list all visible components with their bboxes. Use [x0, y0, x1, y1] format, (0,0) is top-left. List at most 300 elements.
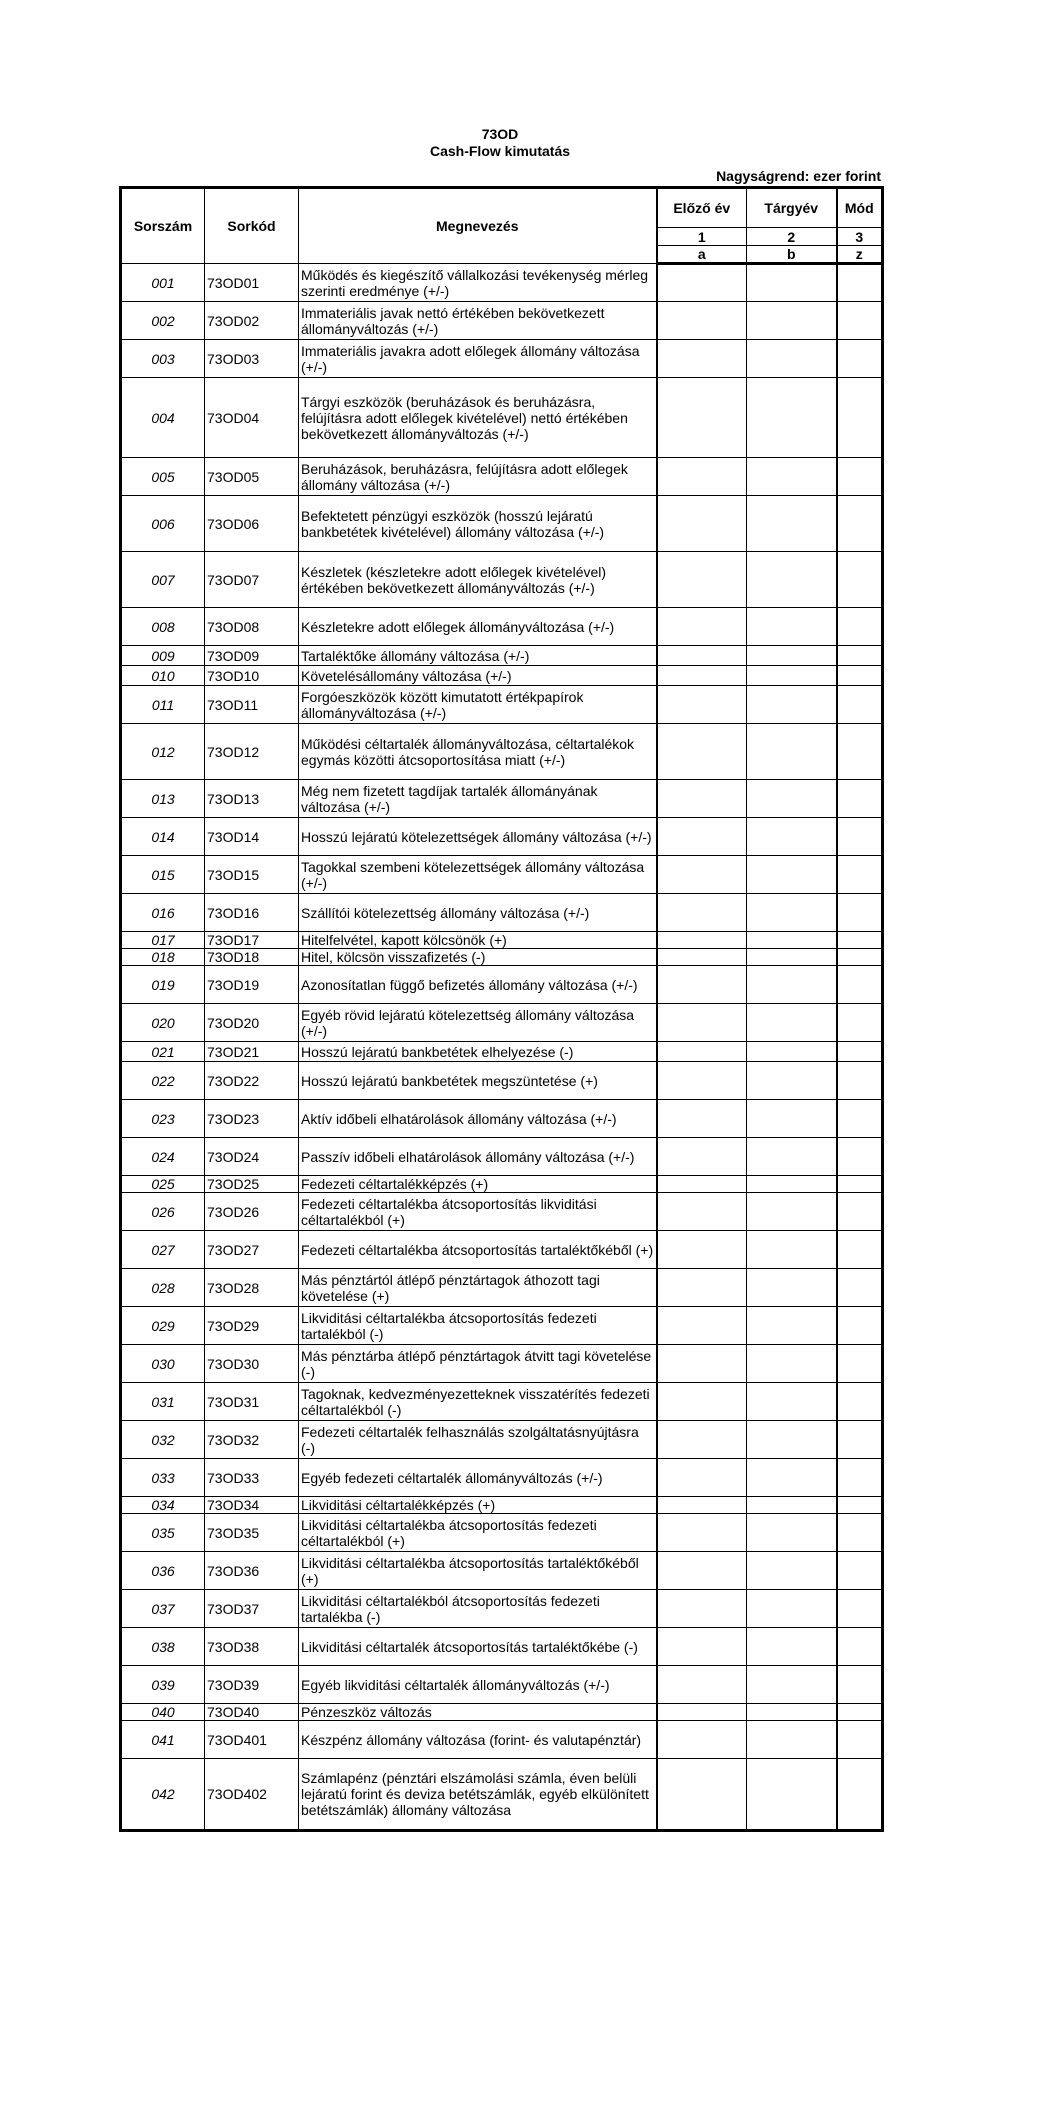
value-current-year-cell[interactable]: [747, 1176, 837, 1193]
value-prev-year-cell[interactable]: [657, 949, 747, 966]
value-current-year-cell[interactable]: [747, 264, 837, 302]
value-current-year-cell[interactable]: [747, 1100, 837, 1138]
row-code: 73OD05: [205, 458, 299, 496]
value-mod-cell[interactable]: [837, 340, 883, 378]
value-current-year-cell[interactable]: [747, 1628, 837, 1666]
value-prev-year-cell[interactable]: [657, 818, 747, 856]
table-row: [121, 932, 883, 949]
row-number: 028: [121, 1269, 205, 1307]
row-code: 73OD28: [205, 1269, 299, 1307]
row-name: Immateriális javak nettó értékében bekövetkezett állományváltozás (+/-): [299, 302, 657, 340]
row-number: 014: [121, 818, 205, 856]
row-name: Likviditási céltartalékba átcsoportosítás tartaléktőkéből (+): [299, 1552, 657, 1590]
table-row: [121, 1193, 883, 1231]
row-number: 032: [121, 1421, 205, 1459]
row-number: 020: [121, 1004, 205, 1042]
row-name: Egyéb rövid lejáratú kötelezettség állomány változása (+/-): [299, 1004, 657, 1042]
row-number: 001: [121, 264, 205, 302]
row-name: Készletek (készletekre adott előlegek kivételével) értékében bekövetkezett állományváltozás (+/-): [299, 552, 657, 608]
row-number: 023: [121, 1100, 205, 1138]
table-row: [121, 1269, 883, 1307]
value-mod-cell[interactable]: [837, 1514, 883, 1552]
value-current-year-cell[interactable]: [747, 1497, 837, 1514]
row-number: 006: [121, 496, 205, 552]
row-name: Tagokkal szembeni kötelezettségek állomány változása (+/-): [299, 856, 657, 894]
table-row: [121, 1721, 883, 1759]
table-row: [121, 646, 883, 666]
row-name: Egyéb fedezeti céltartalék állományváltozás (+/-): [299, 1459, 657, 1497]
value-prev-year-cell[interactable]: [657, 894, 747, 932]
table-row: [121, 378, 883, 458]
value-prev-year-cell[interactable]: [657, 552, 747, 608]
row-number: 025: [121, 1176, 205, 1193]
value-mod-cell[interactable]: [837, 1004, 883, 1042]
row-number: 038: [121, 1628, 205, 1666]
row-number: 027: [121, 1231, 205, 1269]
value-current-year-cell[interactable]: [747, 608, 837, 646]
row-code: 73OD21: [205, 1042, 299, 1062]
row-number: 040: [121, 1704, 205, 1721]
row-name: Hosszú lejáratú bankbetétek elhelyezése (-): [299, 1042, 657, 1062]
row-code: 73OD23: [205, 1100, 299, 1138]
row-name: Fedezeti céltartalékképzés (+): [299, 1176, 657, 1193]
row-code: 73OD12: [205, 724, 299, 780]
table-row: [121, 966, 883, 1004]
table-row: [121, 496, 883, 552]
row-code: 73OD01: [205, 264, 299, 302]
value-mod-cell[interactable]: [837, 1345, 883, 1383]
row-code: 73OD11: [205, 686, 299, 724]
table-row: [121, 340, 883, 378]
row-name: Működés és kiegészítő vállalkozási tevékenység mérleg szerinti eredménye (+/-): [299, 264, 657, 302]
row-code: 73OD17: [205, 932, 299, 949]
row-code: 73OD18: [205, 949, 299, 966]
table-row: [121, 1590, 883, 1628]
cash-flow-table: [119, 186, 884, 1832]
row-number: 016: [121, 894, 205, 932]
row-code: 73OD16: [205, 894, 299, 932]
value-mod-cell[interactable]: [837, 1459, 883, 1497]
report-title: [0, 126, 1000, 160]
row-number: 021: [121, 1042, 205, 1062]
value-mod-cell[interactable]: [837, 378, 883, 458]
table-row: [121, 1042, 883, 1062]
row-number: 012: [121, 724, 205, 780]
row-name: Tagoknak, kedvezményezetteknek visszatérítés fedezeti céltartalékból (-): [299, 1383, 657, 1421]
row-number: 039: [121, 1666, 205, 1704]
row-code: 73OD38: [205, 1628, 299, 1666]
row-number: 035: [121, 1514, 205, 1552]
table-row: [121, 1383, 883, 1421]
value-mod-cell[interactable]: [837, 1138, 883, 1176]
row-code: 73OD25: [205, 1176, 299, 1193]
value-prev-year-cell[interactable]: [657, 1421, 747, 1459]
value-prev-year-cell[interactable]: [657, 1552, 747, 1590]
table-row: [121, 1176, 883, 1193]
value-current-year-cell[interactable]: [747, 1590, 837, 1628]
value-mod-cell[interactable]: [837, 1590, 883, 1628]
report-code: 73OD: [481, 126, 519, 142]
row-name: Még nem fizetett tagdíjak tartalék állományának változása (+/-): [299, 780, 657, 818]
value-prev-year-cell[interactable]: [657, 932, 747, 949]
row-number: 024: [121, 1138, 205, 1176]
value-prev-year-cell[interactable]: [657, 340, 747, 378]
row-name: Tárgyi eszközök (beruházások és beruházásra, felújításra adott előlegek kivételével) nettó értékében bekövetkezett állományváltozás (+/-): [299, 378, 657, 458]
value-prev-year-cell[interactable]: [657, 1100, 747, 1138]
value-mod-cell[interactable]: [837, 1759, 883, 1831]
table-row: [121, 1514, 883, 1552]
table-row: [121, 458, 883, 496]
value-mod-cell[interactable]: [837, 686, 883, 724]
value-mod-cell[interactable]: [837, 608, 883, 646]
table-row: [121, 552, 883, 608]
report-name: Cash-Flow kimutatás: [429, 143, 571, 159]
row-code: 73OD37: [205, 1590, 299, 1628]
row-name: Számlapénz (pénztári elszámolási számla, éven belüli lejáratú forint és deviza betétszámlák, egyéb elkülönített betétszámlák) állomány változása: [299, 1759, 657, 1831]
row-name: Likviditási céltartalékba átcsoportosítás fedezeti tartalékból (-): [299, 1307, 657, 1345]
value-current-year-cell[interactable]: [747, 1193, 837, 1231]
value-current-year-cell[interactable]: [747, 1421, 837, 1459]
value-current-year-cell[interactable]: [747, 1666, 837, 1704]
value-mod-cell[interactable]: [837, 949, 883, 966]
row-code: 73OD14: [205, 818, 299, 856]
row-name: Fedezeti céltartalék felhasználás szolgáltatásnyújtásra (-): [299, 1421, 657, 1459]
value-current-year-cell[interactable]: [747, 496, 837, 552]
value-prev-year-cell[interactable]: [657, 378, 747, 458]
value-current-year-cell[interactable]: [747, 1552, 837, 1590]
table-row: [121, 1666, 883, 1704]
row-name: Hosszú lejáratú kötelezettségek állomány változása (+/-): [299, 818, 657, 856]
value-current-year-cell[interactable]: [747, 666, 837, 686]
row-code: 73OD20: [205, 1004, 299, 1042]
value-prev-year-cell[interactable]: [657, 302, 747, 340]
row-name: Készpénz állomány változása (forint- és valutapénztár): [299, 1721, 657, 1759]
row-number: 005: [121, 458, 205, 496]
value-current-year-cell[interactable]: [747, 949, 837, 966]
value-mod-cell[interactable]: [837, 1176, 883, 1193]
row-number: 010: [121, 666, 205, 686]
row-code: 73OD30: [205, 1345, 299, 1383]
value-mod-cell[interactable]: [837, 1666, 883, 1704]
value-current-year-cell[interactable]: [747, 780, 837, 818]
value-mod-cell[interactable]: [837, 666, 883, 686]
value-prev-year-cell[interactable]: [657, 666, 747, 686]
value-current-year-cell[interactable]: [747, 1514, 837, 1552]
row-code: 73OD35: [205, 1514, 299, 1552]
value-current-year-cell[interactable]: [747, 378, 837, 458]
value-current-year-cell[interactable]: [747, 340, 837, 378]
row-number: 009: [121, 646, 205, 666]
row-code: 73OD08: [205, 608, 299, 646]
table-row: [121, 1345, 883, 1383]
row-code: 73OD03: [205, 340, 299, 378]
value-mod-cell[interactable]: [837, 1100, 883, 1138]
row-number: 013: [121, 780, 205, 818]
row-name: Követelésállomány változása (+/-): [299, 666, 657, 686]
value-prev-year-cell[interactable]: [657, 856, 747, 894]
value-prev-year-cell[interactable]: [657, 264, 747, 302]
row-code: 73OD24: [205, 1138, 299, 1176]
table-row: [121, 1704, 883, 1721]
col-number-1: 1: [657, 228, 747, 246]
value-current-year-cell[interactable]: [747, 1759, 837, 1831]
value-mod-cell[interactable]: [837, 724, 883, 780]
value-prev-year-cell[interactable]: [657, 1497, 747, 1514]
row-name: Szállítói kötelezettség állomány változása (+/-): [299, 894, 657, 932]
table-row: [121, 666, 883, 686]
row-code: 73OD06: [205, 496, 299, 552]
table-row: [121, 1459, 883, 1497]
value-current-year-cell[interactable]: [747, 932, 837, 949]
value-current-year-cell[interactable]: [747, 302, 837, 340]
magnitude-label: Nagyságrend: ezer forint: [716, 168, 881, 184]
value-current-year-cell[interactable]: [747, 1138, 837, 1176]
value-mod-cell[interactable]: [837, 458, 883, 496]
value-mod-cell[interactable]: [837, 1231, 883, 1269]
table-row: [121, 1628, 883, 1666]
value-mod-cell[interactable]: [837, 1307, 883, 1345]
value-current-year-cell[interactable]: [747, 856, 837, 894]
row-code: 73OD04: [205, 378, 299, 458]
value-mod-cell[interactable]: [837, 932, 883, 949]
row-name: Likviditási céltartalékképzés (+): [299, 1497, 657, 1514]
table-row: [121, 686, 883, 724]
value-current-year-cell[interactable]: [747, 646, 837, 666]
row-name: Forgóeszközök között kimutatott értékpapírok állományváltozása (+/-): [299, 686, 657, 724]
row-number: 026: [121, 1193, 205, 1231]
value-current-year-cell[interactable]: [747, 1383, 837, 1421]
row-code: 73OD22: [205, 1062, 299, 1100]
col-header-mod: Mód: [837, 188, 883, 228]
table-row: [121, 1062, 883, 1100]
value-prev-year-cell[interactable]: [657, 1042, 747, 1062]
col-letter-b: b: [747, 246, 837, 264]
row-code: 73OD10: [205, 666, 299, 686]
table-row: [121, 1004, 883, 1042]
value-prev-year-cell[interactable]: [657, 1307, 747, 1345]
row-number: 015: [121, 856, 205, 894]
value-prev-year-cell[interactable]: [657, 608, 747, 646]
row-number: 036: [121, 1552, 205, 1590]
row-code: 73OD26: [205, 1193, 299, 1231]
value-mod-cell[interactable]: [837, 856, 883, 894]
value-mod-cell[interactable]: [837, 1383, 883, 1421]
row-name: Más pénztártól átlépő pénztártagok áthozott tagi követelése (+): [299, 1269, 657, 1307]
value-mod-cell[interactable]: [837, 646, 883, 666]
row-number: 017: [121, 932, 205, 949]
value-prev-year-cell[interactable]: [657, 1193, 747, 1231]
table-row: [121, 949, 883, 966]
value-prev-year-cell[interactable]: [657, 1459, 747, 1497]
value-prev-year-cell[interactable]: [657, 1704, 747, 1721]
value-mod-cell[interactable]: [837, 818, 883, 856]
value-mod-cell[interactable]: [837, 780, 883, 818]
row-name: Beruházások, beruházásra, felújításra adott előlegek állomány változása (+/-): [299, 458, 657, 496]
row-code: 73OD401: [205, 1721, 299, 1759]
value-current-year-cell[interactable]: [747, 1062, 837, 1100]
row-code: 73OD13: [205, 780, 299, 818]
value-mod-cell[interactable]: [837, 302, 883, 340]
value-mod-cell[interactable]: [837, 1421, 883, 1459]
row-name: Pénzeszköz változás: [299, 1704, 657, 1721]
value-current-year-cell[interactable]: [747, 1345, 837, 1383]
row-code: 73OD40: [205, 1704, 299, 1721]
table-row: [121, 1231, 883, 1269]
value-mod-cell[interactable]: [837, 1269, 883, 1307]
value-current-year-cell[interactable]: [747, 552, 837, 608]
row-number: 034: [121, 1497, 205, 1514]
table-row: [121, 1100, 883, 1138]
value-mod-cell[interactable]: [837, 496, 883, 552]
value-prev-year-cell[interactable]: [657, 458, 747, 496]
row-number: 002: [121, 302, 205, 340]
row-code: 73OD27: [205, 1231, 299, 1269]
row-code: 73OD36: [205, 1552, 299, 1590]
value-prev-year-cell[interactable]: [657, 1628, 747, 1666]
table-row: [121, 724, 883, 780]
row-name: Likviditási céltartalék átcsoportosítás tartaléktőkébe (-): [299, 1628, 657, 1666]
table-row: [121, 1138, 883, 1176]
value-prev-year-cell[interactable]: [657, 1759, 747, 1831]
row-code: 73OD31: [205, 1383, 299, 1421]
table-row: [121, 1552, 883, 1590]
value-current-year-cell[interactable]: [747, 818, 837, 856]
value-prev-year-cell[interactable]: [657, 1383, 747, 1421]
table-row: [121, 264, 883, 302]
col-header-megnevezes: Megnevezés: [299, 188, 657, 264]
col-header-sorszam: Sorszám: [121, 188, 205, 264]
value-current-year-cell[interactable]: [747, 686, 837, 724]
row-number: 033: [121, 1459, 205, 1497]
value-mod-cell[interactable]: [837, 1704, 883, 1721]
table-row: [121, 1497, 883, 1514]
value-mod-cell[interactable]: [837, 1497, 883, 1514]
value-current-year-cell[interactable]: [747, 894, 837, 932]
value-current-year-cell[interactable]: [747, 1004, 837, 1042]
col-letter-z: z: [837, 246, 883, 264]
value-prev-year-cell[interactable]: [657, 496, 747, 552]
value-mod-cell[interactable]: [837, 264, 883, 302]
table-row: [121, 1307, 883, 1345]
value-mod-cell[interactable]: [837, 894, 883, 932]
row-name: Működési céltartalék állományváltozása, céltartalékok egymás közötti átcsoportosítása miatt (+/-): [299, 724, 657, 780]
col-number-2: 2: [747, 228, 837, 246]
row-code: 73OD39: [205, 1666, 299, 1704]
value-prev-year-cell[interactable]: [657, 686, 747, 724]
row-code: 73OD33: [205, 1459, 299, 1497]
row-number: 031: [121, 1383, 205, 1421]
value-prev-year-cell[interactable]: [657, 1721, 747, 1759]
value-current-year-cell[interactable]: [747, 1042, 837, 1062]
value-mod-cell[interactable]: [837, 1628, 883, 1666]
value-prev-year-cell[interactable]: [657, 1062, 747, 1100]
value-prev-year-cell[interactable]: [657, 1269, 747, 1307]
table-row: [121, 894, 883, 932]
value-current-year-cell[interactable]: [747, 458, 837, 496]
row-name: Hitel, kölcsön visszafizetés (-): [299, 949, 657, 966]
value-prev-year-cell[interactable]: [657, 1231, 747, 1269]
row-code: 73OD29: [205, 1307, 299, 1345]
row-code: 73OD07: [205, 552, 299, 608]
table-row: [121, 818, 883, 856]
row-code: 73OD15: [205, 856, 299, 894]
value-current-year-cell[interactable]: [747, 724, 837, 780]
value-prev-year-cell[interactable]: [657, 966, 747, 1004]
value-current-year-cell[interactable]: [747, 1231, 837, 1269]
row-code: 73OD34: [205, 1497, 299, 1514]
row-name: Passzív időbeli elhatárolások állomány változása (+/-): [299, 1138, 657, 1176]
row-name: Likviditási céltartalékba átcsoportosítás fedezeti céltartalékból (+): [299, 1514, 657, 1552]
value-prev-year-cell[interactable]: [657, 724, 747, 780]
value-mod-cell[interactable]: [837, 1552, 883, 1590]
row-name: Más pénztárba átlépő pénztártagok átvitt tagi követelése (-): [299, 1345, 657, 1383]
row-name: Tartaléktőke állomány változása (+/-): [299, 646, 657, 666]
col-header-targyev: Tárgyév: [747, 188, 837, 228]
value-prev-year-cell[interactable]: [657, 1514, 747, 1552]
row-number: 019: [121, 966, 205, 1004]
row-name: Egyéb likviditási céltartalék állományváltozás (+/-): [299, 1666, 657, 1704]
value-current-year-cell[interactable]: [747, 1721, 837, 1759]
value-current-year-cell[interactable]: [747, 1269, 837, 1307]
table-row: [121, 856, 883, 894]
value-mod-cell[interactable]: [837, 1042, 883, 1062]
value-prev-year-cell[interactable]: [657, 1345, 747, 1383]
value-current-year-cell[interactable]: [747, 966, 837, 1004]
value-prev-year-cell[interactable]: [657, 1590, 747, 1628]
value-mod-cell[interactable]: [837, 1721, 883, 1759]
row-name: Aktív időbeli elhatárolások állomány változása (+/-): [299, 1100, 657, 1138]
col-letter-a: a: [657, 246, 747, 264]
value-current-year-cell[interactable]: [747, 1459, 837, 1497]
col-header-elozo-ev: Előző év: [657, 188, 747, 228]
row-name: Fedezeti céltartalékba átcsoportosítás tartaléktőkéből (+): [299, 1231, 657, 1269]
value-prev-year-cell[interactable]: [657, 1004, 747, 1042]
row-number: 029: [121, 1307, 205, 1345]
row-name: Befektetett pénzügyi eszközök (hosszú lejáratú bankbetétek kivételével) állomány változása (+/-): [299, 496, 657, 552]
col-number-3: 3: [837, 228, 883, 246]
value-prev-year-cell[interactable]: [657, 1666, 747, 1704]
value-mod-cell[interactable]: [837, 966, 883, 1004]
table-row: [121, 1759, 883, 1831]
row-number: 018: [121, 949, 205, 966]
value-mod-cell[interactable]: [837, 552, 883, 608]
value-prev-year-cell[interactable]: [657, 780, 747, 818]
value-prev-year-cell[interactable]: [657, 1138, 747, 1176]
value-prev-year-cell[interactable]: [657, 646, 747, 666]
value-mod-cell[interactable]: [837, 1062, 883, 1100]
col-header-sorkod: Sorkód: [205, 188, 299, 264]
row-name: Hosszú lejáratú bankbetétek megszüntetése (+): [299, 1062, 657, 1100]
row-name: Fedezeti céltartalékba átcsoportosítás likviditási céltartalékból (+): [299, 1193, 657, 1231]
row-code: 73OD402: [205, 1759, 299, 1831]
row-number: 007: [121, 552, 205, 608]
value-mod-cell[interactable]: [837, 1193, 883, 1231]
value-current-year-cell[interactable]: [747, 1704, 837, 1721]
row-number: 042: [121, 1759, 205, 1831]
value-prev-year-cell[interactable]: [657, 1176, 747, 1193]
row-name: Likviditási céltartalékból átcsoportosítás fedezeti tartalékba (-): [299, 1590, 657, 1628]
row-name: Hitelfelvétel, kapott kölcsönök (+): [299, 932, 657, 949]
row-name: Készletekre adott előlegek állományváltozása (+/-): [299, 608, 657, 646]
row-number: 003: [121, 340, 205, 378]
row-number: 004: [121, 378, 205, 458]
row-number: 022: [121, 1062, 205, 1100]
value-current-year-cell[interactable]: [747, 1307, 837, 1345]
table-row: [121, 1421, 883, 1459]
table-row: [121, 780, 883, 818]
row-name: Azonosítatlan függő befizetés állomány változása (+/-): [299, 966, 657, 1004]
row-code: 73OD02: [205, 302, 299, 340]
